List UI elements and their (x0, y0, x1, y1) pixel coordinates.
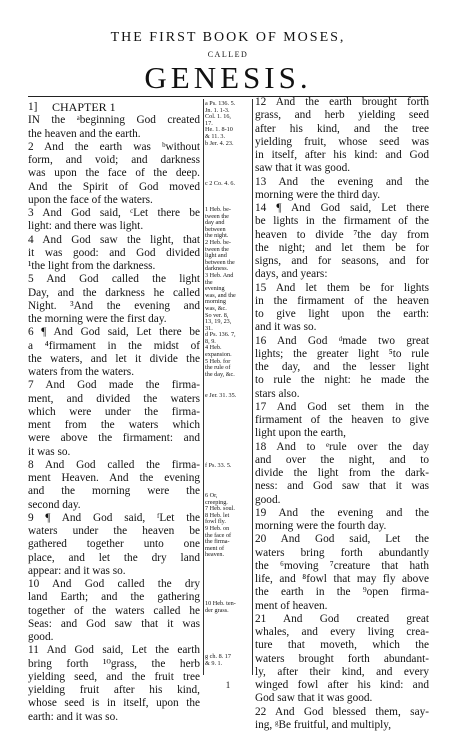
margin-note (205, 654, 253, 667)
margin-note-line: the day, &c. (205, 370, 235, 378)
text-line: ness: and God saw that it was (255, 480, 429, 493)
text-line: gathered together unto one (28, 538, 200, 551)
margin-note-line: So ver. 8, (205, 311, 229, 319)
margin-note-line: evening (205, 285, 225, 293)
text-line: yielding fruit, whose seed was (255, 135, 429, 148)
text-line: 11 And God said, Let the earth (28, 644, 200, 657)
margin-note-line: 4 Heb. (205, 344, 222, 352)
left-verses (28, 114, 200, 724)
margin-note-line: was, and the (205, 291, 236, 299)
text-line: waters under the heaven be (28, 525, 200, 537)
text-line: upon the face of the waters. (28, 193, 153, 206)
margin-note-line: g ch. 8. 17 (205, 653, 231, 660)
margin-note-line: the face of (205, 531, 232, 539)
margin-note-line: c 2 Co. 4. 6. (205, 180, 236, 187)
text-line: 3 And God said, ᶜLet there be (28, 207, 200, 219)
text-line: days, and years: (255, 268, 328, 281)
text-line: ing, ᵍBe fruitful, and multiply, (255, 718, 392, 731)
text-line: 9 ¶ And God said, ᶠLet the (28, 511, 200, 524)
margin-note-line: 2 Heb. be- (205, 238, 231, 246)
text-line: in the firmament of the heaven (255, 294, 429, 307)
text-line: light: and there was light. (28, 220, 144, 233)
text-line: 12 And the earth brought forth (255, 96, 429, 108)
margin-note-line: 1 Heb. be- (205, 206, 231, 213)
text-line: bring forth ¹⁰grass, the herb (28, 657, 200, 670)
margin-note-line: day and (205, 219, 225, 227)
text-line: 4 And God saw the light, that (28, 233, 200, 246)
text-line: God saw that it was good. (255, 692, 373, 705)
text-line: 16 And God ᵈmade two great (255, 334, 429, 347)
text-line: IN the ᵃbeginning God created (28, 114, 200, 127)
margin-note-line: light and (205, 252, 227, 260)
margin-note (205, 463, 253, 470)
text-line: and the morning were the (28, 485, 200, 498)
text-line: yielding seed, and the fruit tree (28, 670, 200, 683)
text-line: 18 And to ᵉrule over the day (255, 440, 429, 453)
text-line: morning were the third day. (255, 188, 381, 201)
text-line: 14 ¶ And God said, Let there (255, 202, 429, 214)
text-line: Day, and the darkness he called (28, 286, 200, 299)
margin-note-line: between (205, 225, 226, 233)
margin-note-line: morning (205, 298, 226, 306)
margin-note-line: tween the (205, 245, 229, 253)
text-line: signs, and for seasons, and for (255, 255, 429, 267)
right-verses (255, 96, 429, 732)
margin-note-line: ment of (205, 544, 225, 552)
called-label: CALLED (207, 50, 249, 59)
margin-note-line: der grass. (205, 606, 229, 614)
text-line: 5 And God called the light (28, 273, 200, 286)
text-line: 7 And God made the firma- (28, 379, 200, 392)
text-line: firmament of the heaven to give (255, 414, 429, 426)
text-line: the heaven and the earth. (28, 127, 141, 140)
text-line: saw that it was good. (255, 162, 351, 175)
text-line: the earth in the ⁹open firma- (255, 586, 429, 599)
text-line: ment Heaven. And the evening (28, 472, 200, 484)
text-line: to give light upon the earth: (255, 308, 429, 320)
text-line: 6 ¶ And God said, Let there be (28, 326, 200, 339)
margin-note-line: the firma- (205, 538, 230, 546)
margin-note-line: 3 Heb. And (205, 271, 234, 279)
text-line: second day. (28, 498, 81, 511)
text-line: 2 And the earth was ᵇwithout (28, 140, 200, 153)
column-divider-left (203, 99, 204, 675)
margin-note-line: the (205, 278, 213, 286)
text-line: together of the waters called he (28, 604, 200, 617)
margin-note-line: & 9. 1. (205, 659, 223, 667)
margin-note-line: 7 Heb. soul. (205, 505, 235, 513)
text-line: was upon the face of the deep. (28, 167, 200, 180)
margin-note-line: d Ps. 136. 7, (205, 331, 236, 339)
margin-note (205, 493, 253, 559)
text-line: ¹the light from the darkness. (28, 260, 156, 272)
margin-note-line: 17. (205, 119, 213, 127)
margin-note-line: & 11. 3. (205, 132, 226, 140)
margin-note-line: 8 Heb. let (205, 511, 230, 519)
margin-note-line: between the (205, 258, 235, 266)
text-line: land Earth; and the gathering (28, 591, 200, 604)
text-line: it was good: and God divided (28, 246, 200, 259)
margin-note-line: fowl fly. (205, 518, 226, 526)
text-line: the ⁶moving ⁷creature that hath (255, 559, 429, 572)
text-line: waters brought forth abundant- (255, 652, 429, 665)
text-line: divide the light from the dark- (255, 467, 429, 479)
margin-note-line: expansion. (205, 351, 232, 359)
text-line: 8 And God called the firma- (28, 458, 200, 471)
text-line: 22 And God blessed them, say- (255, 705, 429, 718)
margin-note-line: 8, 9. (205, 337, 216, 345)
margin-note-line: a Ps. 136. 5. (205, 100, 236, 107)
text-line: to rule the night: he made the (255, 374, 429, 387)
text-line: life, and ⁸fowl that may fly above (255, 573, 429, 585)
margin-note (205, 393, 253, 400)
text-line: which were under the firma- (28, 405, 200, 418)
margin-note-line: 31. (205, 324, 213, 332)
text-line: ly, after their kind, and every (255, 665, 429, 678)
chapter-marker: 1] (28, 101, 38, 113)
text-line: 19 And the evening and the (255, 506, 429, 519)
text-line: the morning were the first day. (28, 313, 167, 325)
text-line: the night; and let them be for (255, 241, 429, 254)
text-line: form, and void; and darkness (28, 154, 200, 166)
text-line: 20 And God said, Let the (255, 533, 429, 546)
margin-note (205, 101, 253, 147)
margin-note-line: e Jer. 31. 35. (205, 392, 237, 399)
margin-note-line: 9 Heb. on (205, 524, 230, 532)
text-line: ture that moveth, which the (255, 639, 429, 652)
margin-note-line: was, &c. (205, 304, 227, 312)
text-line: morning were the fourth day. (255, 520, 387, 532)
margin-note-line: He. 1. 8-10 (205, 126, 233, 134)
text-line: 13 And the evening and the (255, 175, 429, 188)
text-line: after his kind, and the tree (255, 122, 429, 135)
text-line: and over the night, and to (255, 453, 429, 466)
text-line: whales, and every living crea- (255, 626, 429, 638)
text-line: 10 And God called the dry (28, 578, 200, 590)
text-line: 21 And God created great (255, 612, 429, 625)
text-line: were above the firmament: and (28, 432, 200, 445)
margin-note-line: 5 Heb. for (205, 357, 231, 365)
text-line: And the Spirit of God moved (28, 180, 200, 193)
margin-note-line: darkness. (205, 265, 229, 273)
text-line: stars also. (255, 387, 300, 400)
text-line: Seas: and God saw that it was (28, 617, 200, 630)
text-line: a ⁴firmament in the midst of (28, 339, 200, 352)
text-line: whose seed is in itself, upon the (28, 697, 200, 710)
margin-note-line: the rule of (205, 364, 231, 372)
text-line: grass, and herb yielding seed (255, 109, 429, 122)
text-line: 15 And let them be for lights (255, 281, 429, 294)
text-line: winged fowl after his kind: and (255, 679, 429, 691)
text-line: in itself, after his kind: and God (255, 149, 429, 161)
margin-note-line: heaven. (205, 551, 225, 559)
text-line: heaven to divide ⁷the day from (255, 228, 429, 241)
margin-note (205, 207, 253, 378)
margin-note-line: 6 Or, (205, 492, 218, 499)
text-line: the waters, and let it divide the (28, 352, 200, 365)
text-line: light upon the earth, (255, 427, 346, 440)
margin-note-line: tween the (205, 212, 229, 220)
text-line: waters from the waters. (28, 366, 135, 378)
margin-note (205, 601, 253, 614)
page-number: 1 (225, 680, 231, 690)
text-line: the day, and the lesser light (255, 361, 429, 373)
text-line: good. (255, 493, 281, 506)
text-line: be lights in the firmament of the (255, 215, 429, 228)
book-heading: THE FIRST BOOK OF MOSES, (110, 30, 346, 45)
margin-note-line: f Ps. 33. 5. (205, 462, 232, 469)
text-line: lights; the greater light ⁵to rule (255, 347, 429, 360)
margin-note-line: the night. (205, 232, 229, 240)
margin-note-line: 13, 19, 23, (205, 318, 232, 326)
text-line: 17 And God set them in the (255, 400, 429, 413)
left-text-column (28, 101, 200, 724)
chapter-heading (28, 101, 200, 114)
book-title: GENESIS. (144, 60, 312, 95)
text-line: it was so. (28, 445, 71, 458)
text-line: place, and let the dry land (28, 551, 200, 564)
margin-note-line: 10 Heb. ten- (205, 600, 236, 607)
margin-note-line: Jn. 1. 1-3. (205, 106, 230, 114)
text-line: good. (28, 631, 54, 643)
text-line: and it was so. (255, 321, 317, 334)
margin-note-line: b Jer. 4. 23. (205, 139, 234, 147)
text-line: ment of heaven. (255, 599, 328, 612)
chapter-title: CHAPTER 1 (52, 100, 116, 114)
margin-note-line: creeping. (205, 498, 228, 506)
text-line: Night. ³And the evening and (28, 299, 200, 312)
right-text-column (255, 96, 429, 732)
text-line: ment, and divided the waters (28, 392, 200, 405)
text-line: yielding fruit after his kind, (28, 684, 200, 696)
text-line: waters bring forth abundantly (255, 546, 429, 559)
margin-note-line: Col. 1. 16, (205, 113, 231, 121)
text-line: ment from the waters which (28, 419, 200, 431)
text-line: appear: and it was so. (28, 564, 126, 577)
margin-note (205, 181, 253, 188)
text-line: earth: and it was so. (28, 710, 119, 723)
